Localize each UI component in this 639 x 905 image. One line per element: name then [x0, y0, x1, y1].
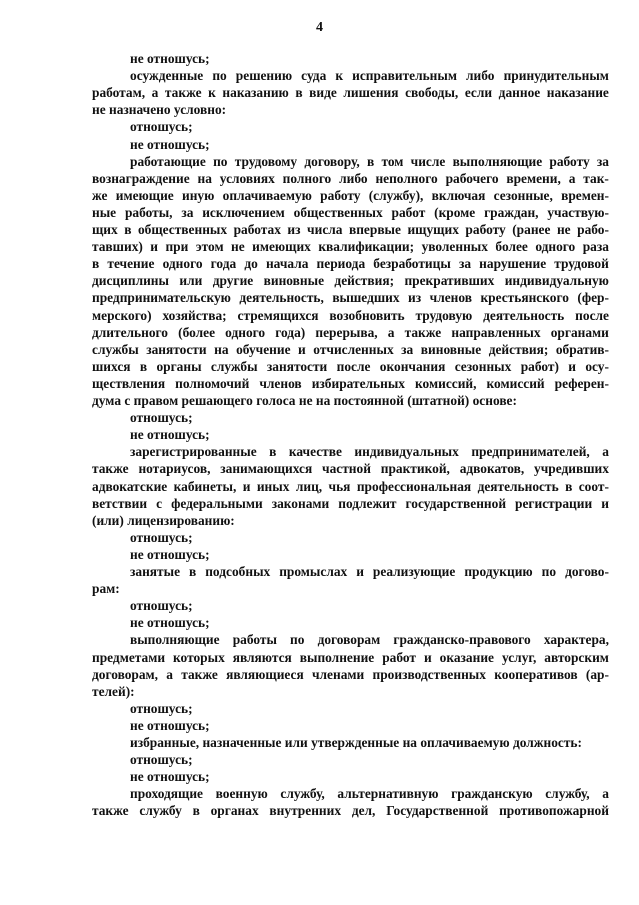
word: государственной: [405, 495, 507, 511]
word: характера,: [543, 632, 609, 648]
word: или: [179, 273, 203, 289]
word: выполняющие: [452, 153, 543, 169]
word: альтернативную: [337, 786, 439, 802]
text-line: дума с правом решающего голоса не на постоянной (штатной) основе:: [92, 393, 517, 408]
word: (кроме: [434, 204, 476, 220]
word: виновные: [263, 273, 325, 289]
word: раза: [582, 239, 609, 255]
word: кооперативов: [494, 666, 578, 682]
word: работам,: [92, 85, 146, 101]
word: оплачиваемую: [222, 187, 312, 203]
word: работающие: [130, 153, 206, 169]
page-number: 4: [316, 20, 323, 35]
word: шихся: [92, 358, 131, 374]
word: авторским: [544, 649, 609, 665]
word: исключением: [202, 204, 285, 220]
word: Государственной: [386, 803, 489, 819]
word: дисциплины: [92, 273, 169, 289]
word: службу: [139, 803, 182, 819]
word: занятости: [266, 358, 328, 374]
word: гражданско-правового: [393, 632, 531, 648]
word: суда: [301, 68, 327, 84]
word: мерского): [92, 307, 152, 323]
word: проходящие: [130, 786, 204, 802]
word: противопожарной: [499, 803, 609, 819]
word: к: [335, 68, 344, 84]
word: так-: [583, 170, 609, 186]
word: занятые: [130, 564, 181, 579]
word: либо: [466, 68, 495, 84]
word: по: [213, 153, 228, 169]
word: подлежит: [338, 495, 397, 511]
word: членами: [311, 666, 365, 682]
word: после: [575, 307, 609, 323]
word: участвую-: [547, 204, 609, 220]
word: решению: [235, 68, 293, 84]
word: другие: [212, 273, 254, 289]
word: деятельность,: [239, 290, 324, 306]
word: на: [214, 341, 229, 357]
word: законами: [271, 495, 330, 511]
word: и: [298, 341, 306, 357]
word: а: [151, 85, 159, 101]
word: и: [568, 358, 576, 374]
word: и: [150, 239, 159, 255]
word: либо: [339, 170, 368, 186]
word: зарегистрированные: [130, 444, 257, 460]
word: по: [290, 632, 305, 648]
word: более: [495, 239, 528, 255]
word: частной: [322, 461, 371, 477]
word: года: [210, 256, 237, 272]
word: не: [231, 239, 245, 255]
text-line: не отношусь;: [130, 769, 210, 785]
word: года): [275, 324, 306, 340]
word: из: [408, 290, 422, 306]
word: одного: [535, 239, 576, 255]
word: уволенных: [421, 239, 488, 255]
text-line: не отношусь;: [130, 615, 210, 631]
word: ные: [92, 204, 117, 220]
word: данное: [498, 85, 541, 101]
word: также: [404, 324, 442, 340]
word: окончания: [379, 358, 446, 374]
word: также: [181, 666, 218, 682]
word: длительного: [92, 324, 168, 340]
word: вознаграждение: [92, 170, 190, 186]
word: работ): [520, 358, 559, 374]
word: членов: [259, 375, 302, 391]
word: виновные: [420, 341, 482, 357]
word: деятельность: [483, 307, 565, 323]
word: а: [166, 666, 173, 682]
word: договорам: [317, 632, 381, 648]
word: безработицы: [373, 256, 451, 272]
word: стремящихся: [237, 307, 319, 323]
word: обучение: [236, 341, 291, 357]
word: дел,: [351, 803, 376, 819]
word: лиц,: [295, 478, 323, 494]
word: военную: [215, 786, 268, 802]
word: виде: [309, 85, 337, 101]
word: службы: [92, 341, 139, 357]
word: предпринимательскую: [92, 290, 231, 306]
word: подсобных: [205, 564, 271, 579]
word: продукцию: [464, 564, 533, 579]
word: крестьянского: [480, 290, 569, 306]
word: в: [92, 256, 100, 272]
word: тавших): [92, 239, 143, 255]
word: профессиональная: [356, 478, 472, 494]
word: в: [189, 564, 197, 579]
word: внутренних: [269, 803, 342, 819]
word: том: [381, 153, 404, 169]
text-line: отношусь;: [130, 700, 193, 716]
word: гражданскую: [451, 786, 533, 802]
text-line: избранные, назначенные или утвержденные на оплачиваемую должность:: [130, 735, 582, 750]
word: а: [387, 324, 395, 340]
word: в: [269, 444, 277, 460]
word: договорам,: [92, 666, 159, 682]
word: возобновить: [329, 307, 405, 323]
word: и: [356, 564, 364, 579]
word: рабо-: [577, 222, 609, 237]
word: условиях: [219, 170, 275, 186]
text-line: (или) лицензированию:: [92, 512, 235, 528]
word: общественных: [137, 222, 228, 237]
word: договору,: [304, 153, 360, 169]
word: ищущих: [407, 222, 459, 237]
word: направленных: [451, 324, 541, 340]
word: также: [92, 461, 129, 477]
text-line: [130, 562, 609, 582]
word: отчисленных: [313, 341, 394, 357]
word: принудительным: [503, 68, 609, 84]
word: наказание: [546, 85, 609, 101]
word: органы: [156, 358, 202, 374]
word: до: [244, 256, 258, 272]
word: свободы,: [405, 85, 459, 101]
word: времен-: [561, 187, 609, 203]
word: оказание: [439, 649, 494, 665]
word: осужденные: [130, 68, 204, 84]
word: трудовому: [234, 153, 298, 169]
word: промыслах: [279, 564, 348, 579]
word: адвокатские: [92, 478, 168, 494]
word: также: [164, 85, 202, 101]
word: работу: [465, 222, 506, 237]
word: иных: [256, 478, 290, 494]
text-line: не отношусь;: [130, 51, 210, 66]
word: имеющие: [115, 187, 174, 203]
word: выполняющие: [130, 632, 220, 648]
text-line: отношусь;: [130, 598, 193, 614]
word: в: [366, 153, 375, 169]
word: работ: [382, 649, 416, 665]
word: нарушение: [479, 256, 547, 272]
word: действия;: [334, 273, 395, 289]
text-line: не отношусь;: [130, 136, 210, 152]
word: после: [336, 358, 371, 374]
word: выполнение: [299, 649, 375, 665]
word: работу: [549, 153, 590, 169]
word: течение: [107, 256, 155, 272]
word: из: [287, 222, 301, 237]
word: сезонные,: [493, 187, 553, 203]
word: в: [295, 85, 303, 101]
text-line: отношусь;: [130, 119, 193, 135]
word: вышедших: [332, 290, 400, 306]
text-line: отношусь;: [130, 752, 193, 768]
word: занимающихся: [220, 461, 313, 477]
word: и: [242, 478, 251, 494]
word: являются: [232, 649, 292, 665]
word: к: [208, 85, 216, 101]
text-line: телей):: [92, 683, 135, 699]
word: производственных: [372, 666, 486, 682]
word: действия;: [488, 341, 549, 357]
word: одного: [225, 324, 266, 340]
word: за: [596, 153, 609, 169]
word: имеющих: [252, 239, 311, 255]
word: в: [565, 478, 573, 494]
word: граждан,: [484, 204, 539, 220]
text-line: рам:: [92, 581, 120, 597]
word: за: [458, 256, 472, 272]
word: а: [602, 786, 609, 802]
word: рабочего: [445, 170, 499, 186]
word: по: [541, 564, 557, 579]
word: учредивших: [534, 461, 609, 477]
word: службы: [210, 358, 258, 374]
word: органах: [210, 803, 259, 819]
word: а: [568, 170, 576, 186]
word: (ранее: [512, 222, 551, 237]
word: кабинеты,: [173, 478, 237, 494]
word: числе: [410, 153, 446, 169]
text-line: не отношусь;: [130, 546, 210, 562]
word: начала: [265, 256, 309, 272]
word: членов: [429, 290, 472, 306]
word: времени,: [506, 170, 561, 186]
word: которых: [173, 649, 225, 665]
word: исправительным: [352, 68, 457, 84]
text-line: отношусь;: [130, 529, 193, 545]
word: если: [464, 85, 493, 101]
word: занятости: [146, 341, 207, 357]
word: квалификации;: [318, 239, 415, 255]
word: индивидуальную: [504, 273, 609, 289]
word: в: [124, 222, 132, 237]
word: практикой,: [380, 461, 450, 477]
word: не: [556, 222, 571, 237]
word: полномочий: [175, 375, 250, 391]
word: нотариусов,: [138, 461, 211, 477]
word: и: [601, 495, 609, 511]
word: полного: [282, 170, 332, 186]
word: службу,: [280, 786, 325, 802]
word: избирательных: [311, 375, 405, 391]
word: на: [197, 170, 212, 186]
word: перерыва,: [315, 324, 378, 340]
text-line: не отношусь;: [130, 427, 210, 443]
word: комиссий,: [415, 375, 477, 391]
word: с: [156, 495, 163, 511]
word: при: [165, 239, 189, 255]
word: предметами: [92, 649, 166, 665]
text-line: не отношусь;: [130, 717, 210, 733]
word: а: [602, 444, 609, 460]
word: работу: [320, 187, 361, 203]
word: комиссий: [486, 375, 545, 391]
word: догово-: [565, 564, 609, 579]
word: трудовой: [554, 256, 609, 272]
word: периода: [316, 256, 366, 272]
word: щих: [92, 222, 118, 237]
word: чья: [328, 478, 351, 494]
word: услуг,: [501, 649, 537, 665]
word: (ар-: [585, 666, 609, 682]
word: предпринимателей,: [471, 444, 590, 460]
word: деятельность: [477, 478, 559, 494]
word: (службу),: [368, 187, 424, 203]
word: службу,: [545, 786, 590, 802]
word: являющиеся: [226, 666, 304, 682]
word: сезонных: [454, 358, 512, 374]
word: впервые: [348, 222, 401, 237]
word: индивидуальных: [354, 444, 459, 460]
word: хозяйства;: [162, 307, 227, 323]
word: (более: [178, 324, 216, 340]
word: за: [181, 204, 194, 220]
text-line: [92, 801, 609, 821]
word: неполного: [375, 170, 438, 186]
word: и: [423, 649, 432, 665]
word: осу-: [585, 358, 609, 374]
word: обратив-: [555, 341, 609, 357]
word: работ: [391, 204, 426, 220]
text-line: [92, 665, 609, 685]
word: прекративших: [404, 273, 495, 289]
word: за: [401, 341, 414, 357]
word: же: [92, 187, 108, 203]
text-line: не назначено условно:: [92, 102, 227, 118]
word: включая: [431, 187, 486, 203]
word: работах: [233, 222, 281, 237]
word: в: [139, 358, 148, 374]
word: работы: [232, 632, 277, 648]
word: по: [212, 68, 227, 84]
text-line: отношусь;: [130, 410, 193, 426]
word: федеральными: [171, 495, 263, 511]
word: общественных: [293, 204, 383, 220]
word: также: [92, 803, 129, 819]
word: органами: [550, 324, 609, 340]
word: иную: [182, 187, 215, 203]
word: ветствии: [92, 495, 148, 511]
word: адвокатов,: [459, 461, 525, 477]
word: референ-: [554, 375, 609, 391]
word: работы,: [124, 204, 173, 220]
word: в: [192, 803, 200, 819]
word: качестве: [288, 444, 342, 460]
word: ществления: [92, 375, 166, 391]
word: одного: [162, 256, 203, 272]
word: реализующие: [372, 564, 456, 579]
word: трудовую: [415, 307, 473, 323]
word: числа: [307, 222, 343, 237]
word: (фер-: [577, 290, 609, 306]
word: лишения: [343, 85, 399, 101]
word: регистрации: [515, 495, 593, 511]
word: этом: [195, 239, 224, 255]
word: соот-: [578, 478, 609, 494]
word: наказанию: [222, 85, 289, 101]
